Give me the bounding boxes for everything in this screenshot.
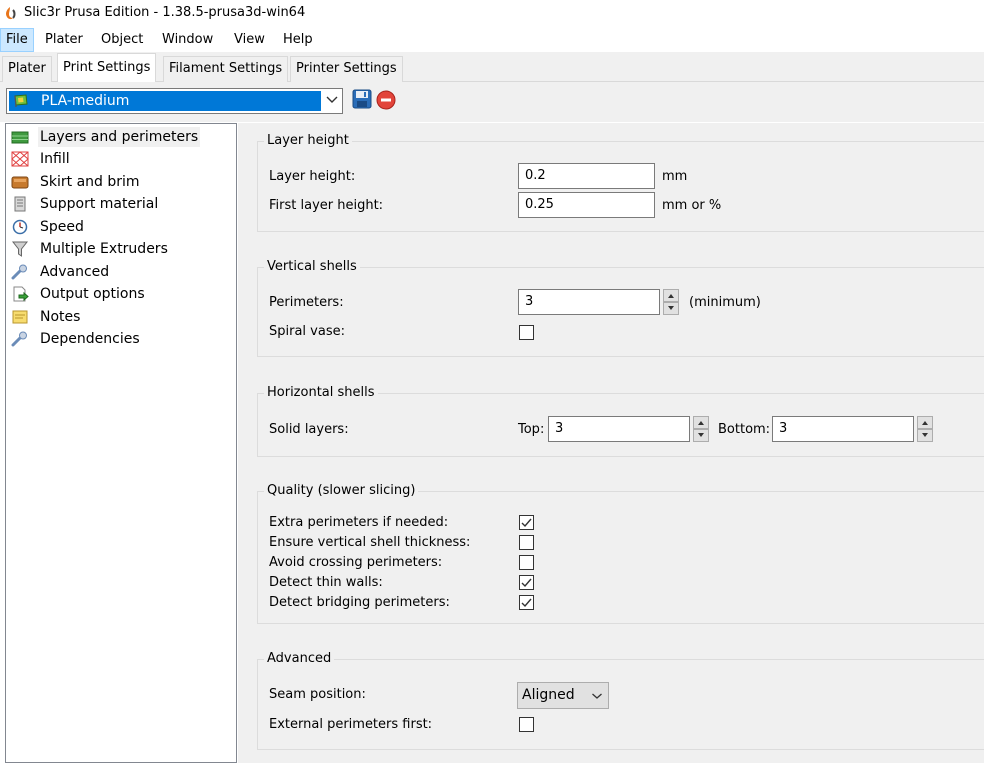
first-layer-height-input[interactable]: 0.25 <box>518 192 655 218</box>
group-title: Vertical shells <box>264 259 360 275</box>
solid-layers-label: Solid layers: <box>269 422 349 437</box>
seam-position-select[interactable] <box>517 682 609 709</box>
preset-toolbar <box>0 82 984 122</box>
preset-name: PLA-medium <box>41 93 130 109</box>
layer-height-unit: mm <box>662 169 688 184</box>
extra-perimeters-label: Extra perimeters if needed: <box>269 515 449 530</box>
tab-filament-settings[interactable]: Filament Settings <box>163 56 288 82</box>
external-perimeters-first-label: External perimeters first: <box>269 717 433 732</box>
slic3r-logo-icon <box>2 6 18 22</box>
skirt-brim-icon <box>11 174 29 190</box>
avoid-crossing-label: Avoid crossing perimeters: <box>269 555 443 570</box>
spiral-vase-label: Spiral vase: <box>269 324 345 339</box>
chevron-down-icon <box>591 690 603 702</box>
menu-plater[interactable]: Plater <box>45 32 83 47</box>
support-material-icon <box>11 196 29 212</box>
sidebar-item-label: Skirt and brim <box>40 174 140 190</box>
checkmark-icon <box>520 576 533 589</box>
flag-icon <box>13 94 29 108</box>
bottom-solid-layers-input[interactable]: 3 <box>772 416 914 442</box>
bottom-label: Bottom: <box>718 422 771 437</box>
first-layer-height-unit: mm or % <box>662 198 722 213</box>
detect-thin-walls-checkbox[interactable] <box>519 575 534 590</box>
spin-up-icon[interactable] <box>917 416 933 429</box>
detect-thin-walls-label: Detect thin walls: <box>269 575 383 590</box>
perimeters-unit: (minimum) <box>689 295 761 310</box>
chevron-down-icon <box>325 93 339 107</box>
wrench-icon <box>11 331 29 347</box>
spin-up-icon[interactable] <box>663 289 679 302</box>
tab-strip <box>0 52 984 82</box>
group-advanced <box>257 659 984 750</box>
menu-bar <box>0 28 984 52</box>
perimeters-stepper[interactable] <box>663 289 679 315</box>
funnel-icon <box>11 241 29 257</box>
seam-position-label: Seam position: <box>269 687 366 702</box>
top-label: Top: <box>518 422 545 437</box>
menu-object[interactable]: Object <box>101 32 144 47</box>
menu-help[interactable]: Help <box>283 32 313 47</box>
seam-position-value: Aligned <box>522 687 575 703</box>
group-title: Quality (slower slicing) <box>264 483 418 499</box>
sidebar-item-label: Multiple Extruders <box>40 241 168 257</box>
sidebar-item-label: Dependencies <box>40 331 140 347</box>
speed-icon <box>11 219 29 235</box>
spiral-vase-checkbox[interactable] <box>519 325 534 340</box>
settings-page-list <box>5 123 237 763</box>
spin-down-icon[interactable] <box>917 429 933 442</box>
window-title: Slic3r Prusa Edition - 1.38.5-prusa3d-win64 <box>24 5 306 20</box>
menu-view[interactable]: View <box>234 32 265 47</box>
spin-up-icon[interactable] <box>693 416 709 429</box>
ensure-vertical-shell-checkbox[interactable] <box>519 535 534 550</box>
sidebar-item-label: Advanced <box>40 264 110 280</box>
layer-height-label: Layer height: <box>269 169 356 184</box>
output-icon <box>11 286 29 302</box>
wrench-icon <box>11 264 29 280</box>
layers-icon <box>11 129 29 145</box>
infill-icon <box>11 151 29 167</box>
avoid-crossing-checkbox[interactable] <box>519 555 534 570</box>
group-title: Horizontal shells <box>264 385 378 401</box>
menu-window[interactable]: Window <box>162 32 214 47</box>
perimeters-label: Perimeters: <box>269 295 344 310</box>
sidebar-item-label: Layers and perimeters <box>40 129 199 145</box>
sidebar-item-label: Support material <box>40 196 159 212</box>
preset-dropdown[interactable] <box>6 88 343 114</box>
sidebar-item-label: Infill <box>40 151 70 167</box>
checkmark-icon <box>520 596 533 609</box>
detect-bridging-checkbox[interactable] <box>519 595 534 610</box>
notes-icon <box>11 309 29 325</box>
tab-plater[interactable]: Plater <box>2 56 52 82</box>
group-title: Layer height <box>264 133 352 149</box>
preset-selected-item <box>9 91 321 111</box>
tab-printer-settings[interactable]: Printer Settings <box>290 56 403 82</box>
delete-icon[interactable] <box>376 90 396 110</box>
group-title: Advanced <box>264 651 334 667</box>
menu-file[interactable]: File <box>0 28 34 52</box>
checkmark-icon <box>520 516 533 529</box>
extra-perimeters-checkbox[interactable] <box>519 515 534 530</box>
top-solid-layers-input[interactable]: 3 <box>548 416 690 442</box>
ensure-vertical-shell-label: Ensure vertical shell thickness: <box>269 535 471 550</box>
top-solid-layers-stepper[interactable] <box>693 416 709 442</box>
sidebar-item-label: Output options <box>40 286 145 302</box>
spin-down-icon[interactable] <box>663 302 679 315</box>
first-layer-height-label: First layer height: <box>269 198 384 213</box>
perimeters-input[interactable]: 3 <box>518 289 660 315</box>
layer-height-input[interactable]: 0.2 <box>518 163 655 189</box>
external-perimeters-first-checkbox[interactable] <box>519 717 534 732</box>
bottom-solid-layers-stepper[interactable] <box>917 416 933 442</box>
sidebar-item-label: Notes <box>40 309 81 325</box>
save-icon[interactable] <box>352 89 372 109</box>
spin-down-icon[interactable] <box>693 429 709 442</box>
sidebar-item-label: Speed <box>40 219 84 235</box>
detect-bridging-label: Detect bridging perimeters: <box>269 595 450 610</box>
tab-print-settings[interactable]: Print Settings <box>57 53 156 83</box>
